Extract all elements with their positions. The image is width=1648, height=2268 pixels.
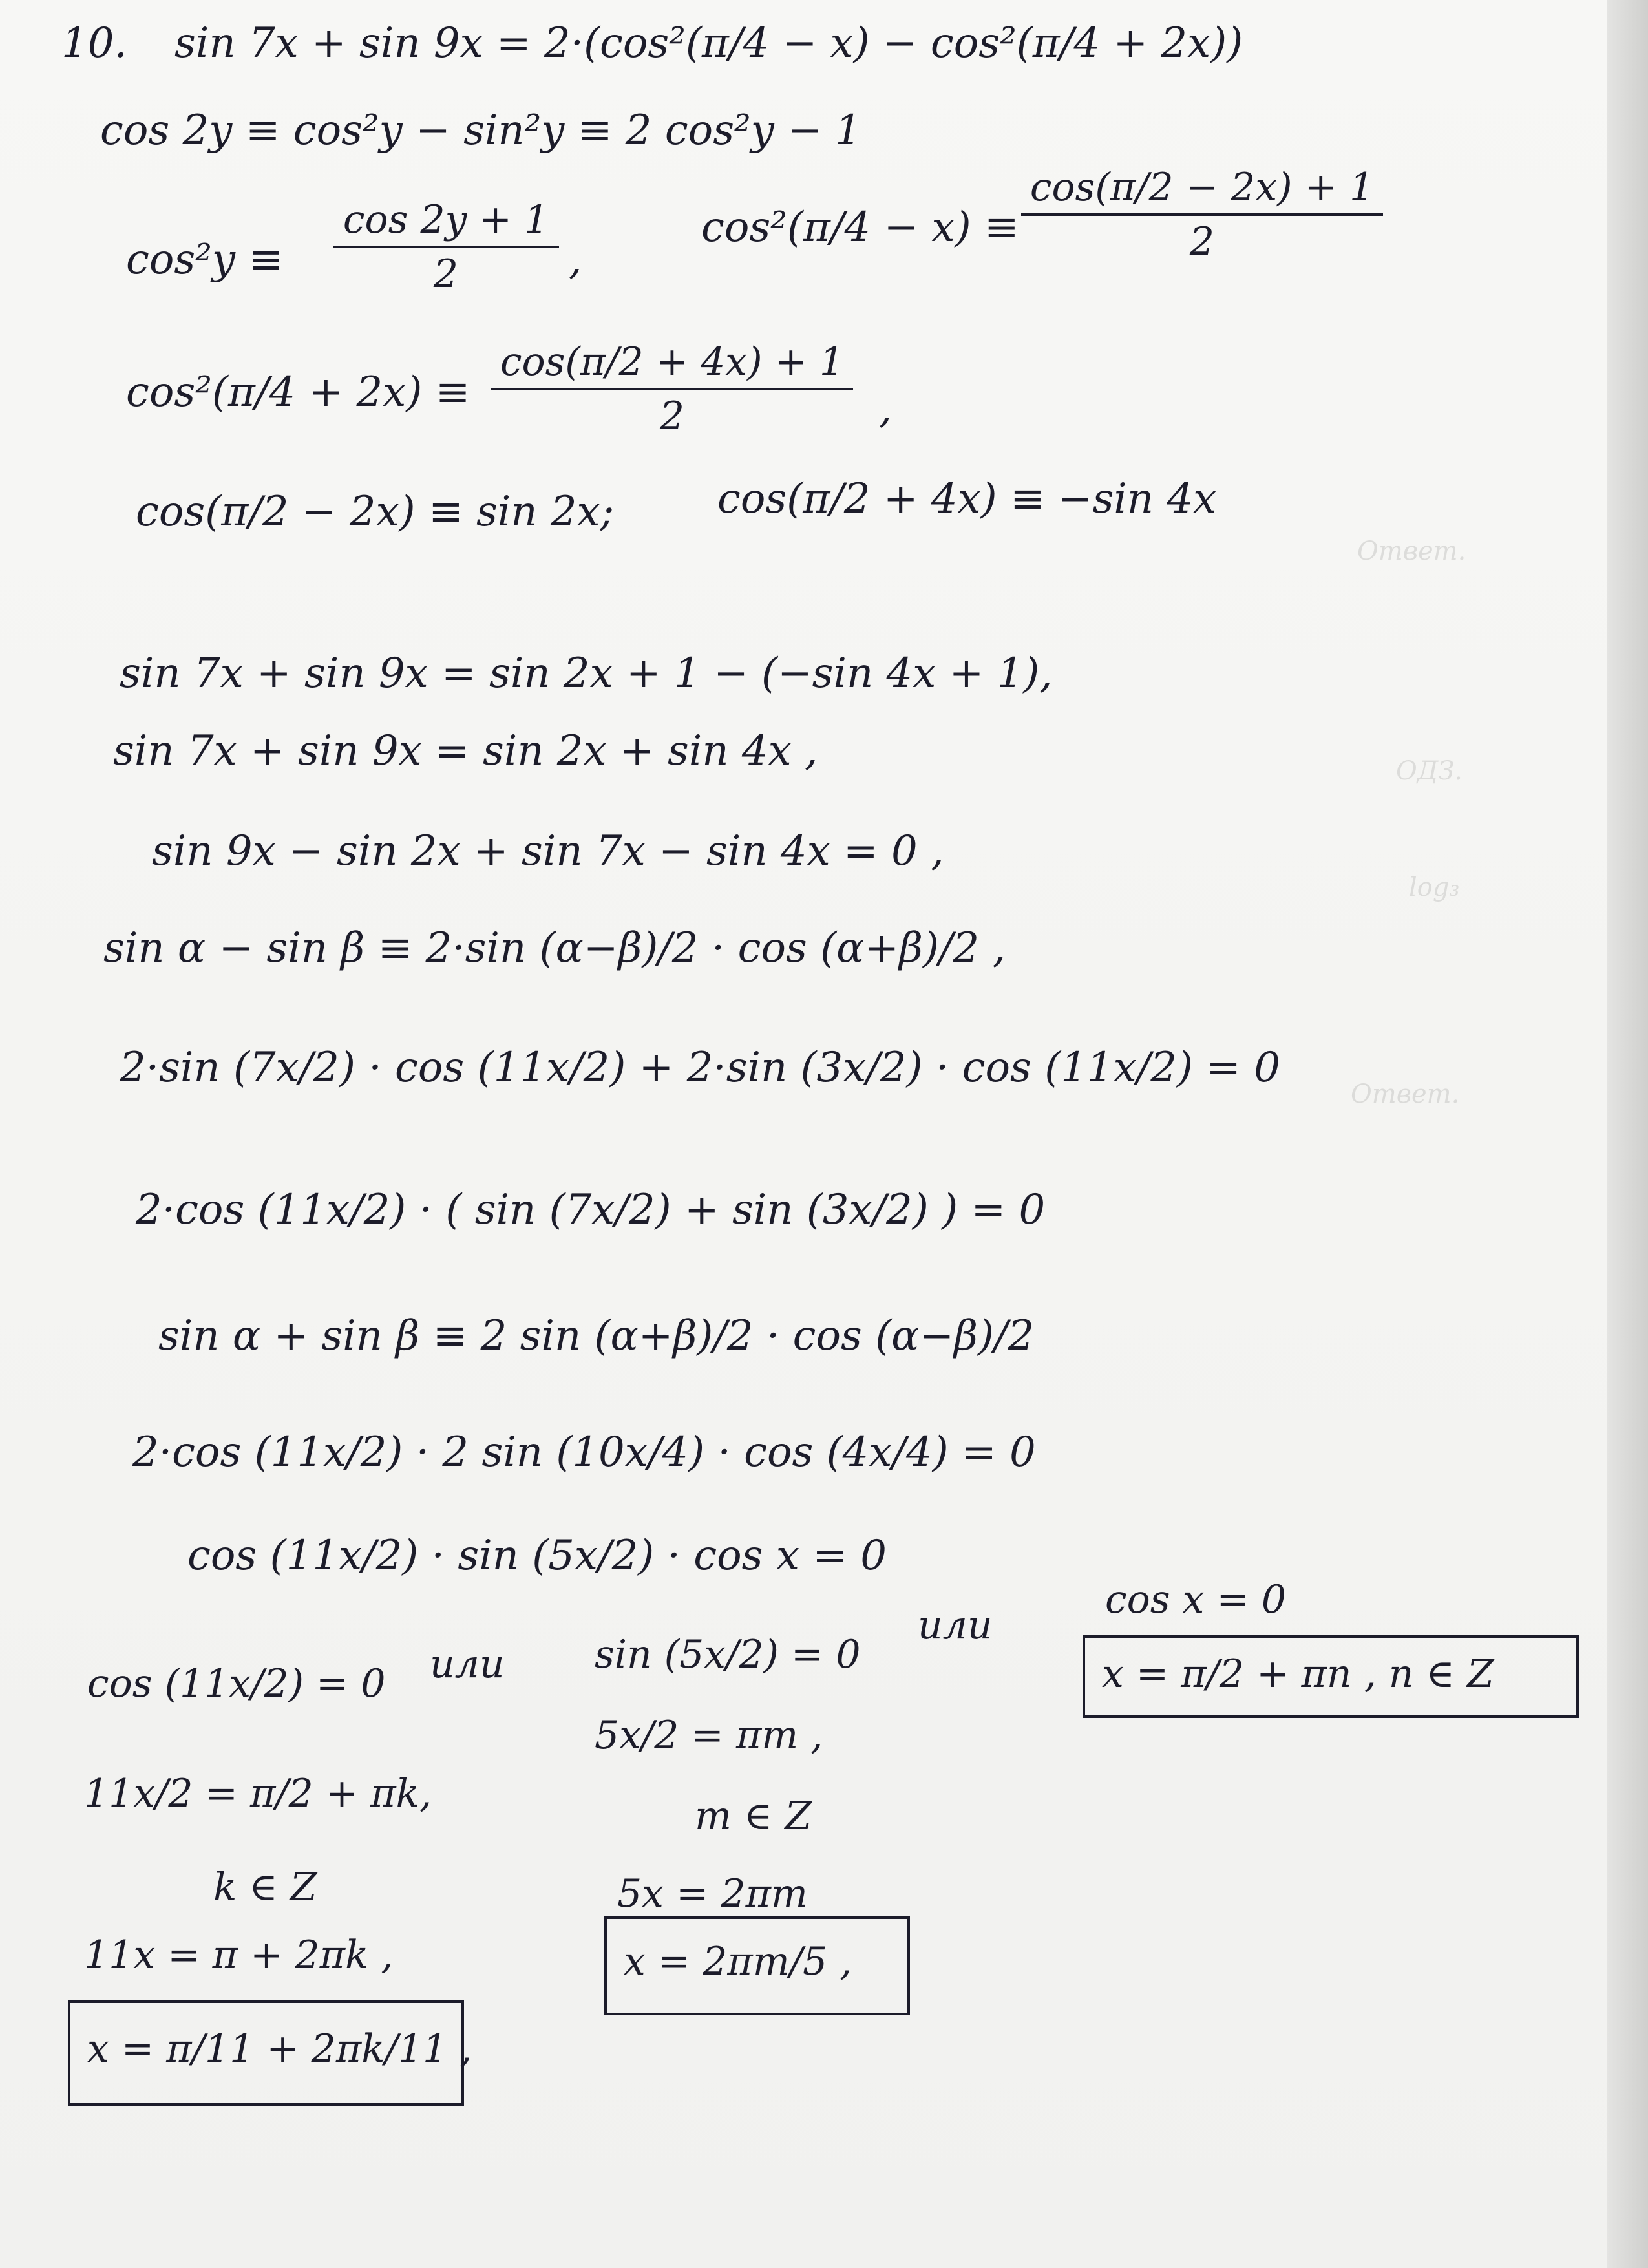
identity-line: cos 2y ≡ cos²y − sin²y ≡ 2 cos²y − 1 [100,107,861,154]
boxed-answer: x = π/11 + 2πk/11 , [87,2026,472,2072]
case-equation: cos (11x/2) = 0 [87,1661,386,1706]
fraction-numerator: cos 2y + 1 [343,197,549,242]
bleed-through-text: log₃ [1409,873,1460,902]
boxed-answer: x = 2πm/5 , [624,1939,852,1984]
identity-label: cos²(π/4 + 2x) ≡ [126,368,470,416]
case-equation: cos x = 0 [1105,1577,1287,1622]
page-edge-shadow [1607,0,1648,2268]
case-equation: sin (5x/2) = 0 [595,1632,861,1677]
case-equation: 5x = 2πm [617,1871,808,1916]
equation-line: sin 7x + sin 9x = 2·(cos²(π/4 − x) − cos²(π/4 + 2x)) [174,19,1243,67]
fraction [333,197,559,297]
identity-line: cos(π/2 − 2x) ≡ sin 2x; [136,488,615,536]
identity-label: cos²(π/4 − x) ≡ [701,204,1019,251]
fraction-denominator: 2 [1189,219,1215,264]
bleed-through-text: ОДЗ. [1396,756,1463,786]
equation-line: 2·sin (7x/2) · cos (11x/2) + 2·sin (3x/2) · cos (11x/2) = 0 [120,1044,1280,1092]
equation-line: sin 9x − sin 2x + sin 7x − sin 4x = 0 , [152,827,944,875]
fraction-numerator: cos(π/2 − 2x) + 1 [1030,165,1375,210]
fraction-numerator: cos(π/2 + 4x) + 1 [500,339,845,385]
identity-line: sin α + sin β ≡ 2 sin (α+β)/2 · cos (α−β)/2 [158,1312,1035,1360]
bleed-through-text: Ответ. [1351,1079,1460,1109]
boxed-answer: x = π/2 + πn , n ∈ Z [1102,1651,1494,1697]
case-equation: 11x/2 = π/2 + πk, [84,1771,432,1816]
equation-line: sin 7x + sin 9x = sin 2x + 1 − (−sin 4x + 1), [120,650,1053,697]
equation-line: sin 7x + sin 9x = sin 2x + sin 4x , [113,727,818,775]
equation-line: 2·cos (11x/2) · ( sin (7x/2) + sin (3x/2) ) = 0 [136,1186,1046,1234]
case-equation: 11x = π + 2πk , [84,1933,394,1978]
or-label: или [430,1642,505,1687]
case-condition: m ∈ Z [695,1794,812,1839]
problem-number: 10. [61,19,127,67]
or-label: или [918,1603,993,1648]
fraction-denominator: 2 [433,251,459,297]
equation-line: 2·cos (11x/2) · 2 sin (10x/4) · cos (4x/4) = 0 [132,1428,1036,1476]
comma: , [879,385,893,432]
identity-label: cos²y ≡ [126,236,283,284]
case-equation: 5x/2 = πm , [595,1713,823,1758]
fraction-denominator: 2 [659,394,685,439]
identity-line: sin α − sin β ≡ 2·sin (α−β)/2 · cos (α+β)/2 , [103,924,1006,972]
comma: , [569,236,582,284]
equation-line: cos (11x/2) · sin (5x/2) · cos x = 0 [187,1532,887,1580]
fraction [491,339,853,439]
case-condition: k ∈ Z [213,1865,317,1910]
fraction [1021,165,1383,264]
identity-line: cos(π/2 + 4x) ≡ −sin 4x [717,475,1217,523]
bleed-through-text: Ответ. [1357,536,1466,566]
